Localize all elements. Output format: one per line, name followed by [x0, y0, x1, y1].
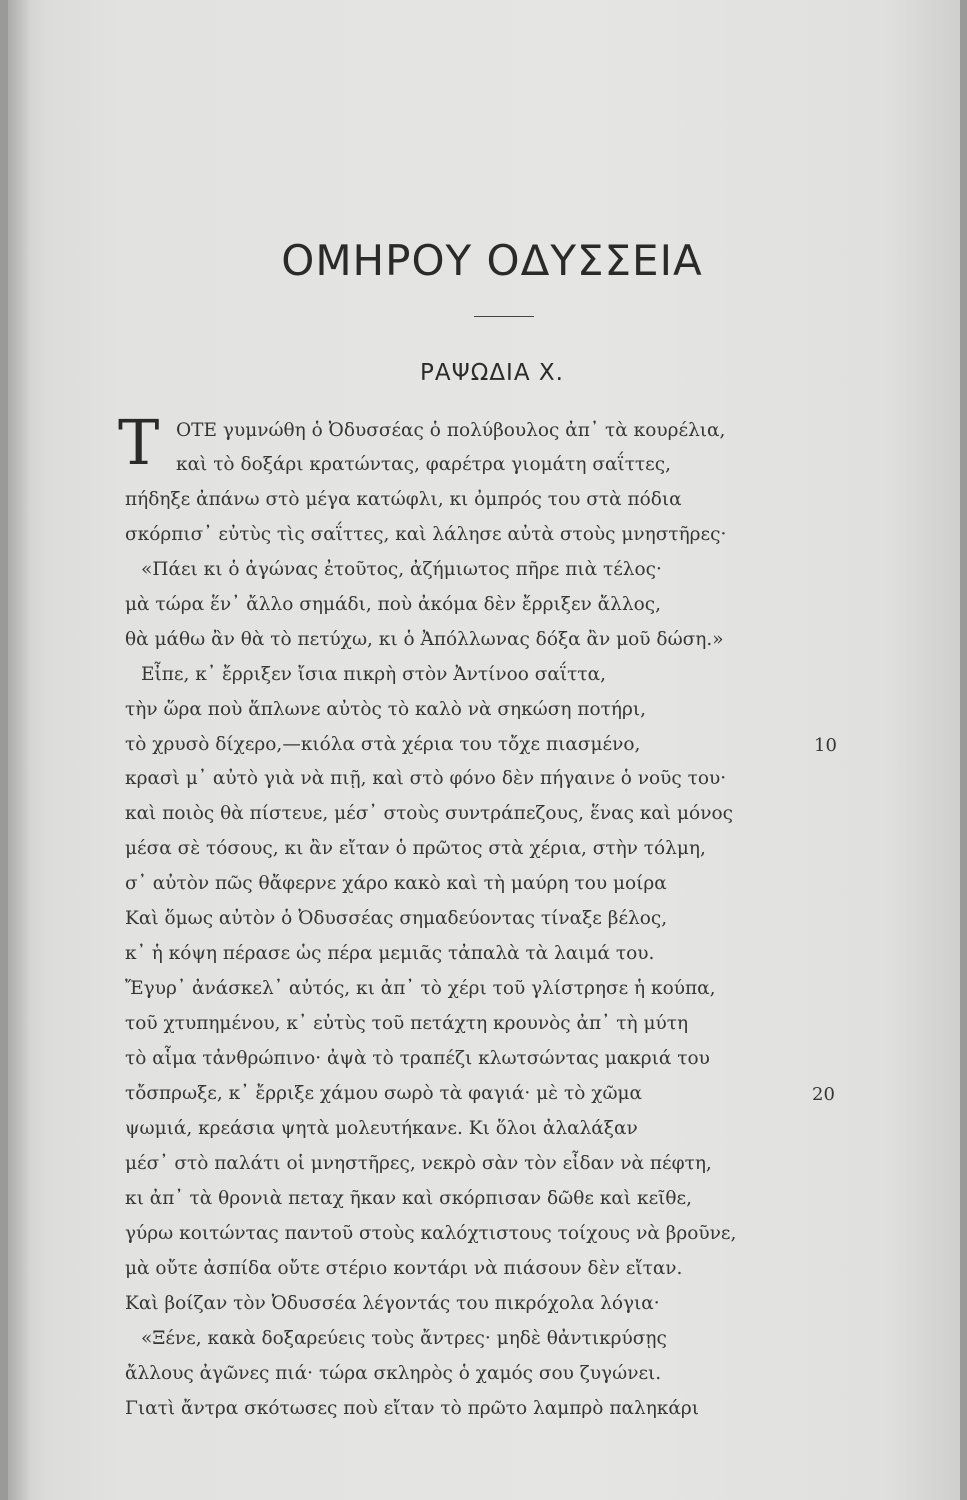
- verse-line: μὰ τώρα ἕν᾽ ἄλλο σημάδι, ποὺ ἀκόμα δὲν ἔρριξεν ἄλλος,: [125, 594, 661, 615]
- verse-line: τὴν ὥρα ποὺ ἅπλωνε αὐτὸς τὸ καλὸ νὰ σηκώση ποτήρι,: [125, 699, 646, 720]
- title-divider: [474, 316, 534, 317]
- verse-line: θὰ μάθω ἂν θὰ τὸ πετύχω, κι ὁ Ἀπόλλωνας δόξα ἂν μοῦ δώση.»: [125, 629, 724, 650]
- verse-line: τὸ αἷμα τἀνθρώπινο· ἀψὰ τὸ τραπέζι κλωτσώντας μακριά του: [125, 1048, 710, 1069]
- verse-line: Εἶπε, κ᾽ ἔρριξεν ἴσια πικρὴ στὸν Ἀντίνοο σαΐττα,: [141, 664, 606, 685]
- verse-line: πήδηξε ἀπάνω στὸ μέγα κατώφλι, κι ὀμπρός του στὰ πόδια: [125, 489, 682, 510]
- line-number: 20: [812, 1084, 835, 1105]
- verse-line: τὄσπρωξε, κ᾽ ἔρριξε χάμου σωρὸ τὰ φαγιά· μὲ τὸ χῶμα: [125, 1083, 643, 1104]
- book-title: ΟΜΗΡΟΥ ΟΔΥΣΣΕΙΑ: [281, 236, 703, 285]
- verse-line: καὶ ποιὸς θὰ πίστευε, μέσ᾽ στοὺς συντράπεζους, ἕνας καὶ μόνος: [125, 803, 733, 824]
- verse-line: Ἔγυρ᾽ ἀνάσκελ᾽ αὐτός, κι ἀπ᾽ τὸ χέρι τοῦ γλίστρησε ἡ κούπα,: [125, 978, 716, 999]
- drop-cap: Τ: [118, 406, 160, 479]
- verse-line: «Ξένε, κακὰ δοξαρεύεις τοὺς ἄντρες· μηδὲ θἀντικρύσῃς: [141, 1328, 667, 1349]
- verse-line: μέσ᾽ στὸ παλάτι οἱ μνηστῆρες, νεκρὸ σὰν τὸν εἶδαν νὰ πέφτη,: [125, 1153, 712, 1174]
- verse-line: Γιατὶ ἄντρα σκότωσες ποὺ εἴταν τὸ πρῶτο λαμπρὸ παληκάρι: [125, 1398, 699, 1419]
- line-number: 10: [814, 735, 837, 756]
- verse-line: κρασὶ μ᾽ αὐτὸ γιὰ νὰ πιῇ, καὶ στὸ φόνο δὲν πήγαινε ὁ νοῦς του·: [125, 768, 727, 789]
- book-page: [8, 0, 960, 1500]
- verse-line: τοῦ χτυπημένου, κ᾽ εὐτὺς τοῦ πετάχτη κρουνὸς ἀπ᾽ τὴ μύτη: [125, 1013, 689, 1034]
- verse-line: μέσα σὲ τόσους, κι ἂν εἴταν ὁ πρῶτος στὰ χέρια, στὴν τόλμη,: [125, 838, 706, 859]
- verse-line: κι ἀπ᾽ τὰ θρονιὰ πεταχ ῆκαν καὶ σκόρπισαν δῶθε καὶ κεῖθε,: [125, 1188, 693, 1209]
- verse-line: κ᾽ ἡ κόψη πέρασε ὡς πέρα μεμιᾶς τἀπαλὰ τὰ λαιμά του.: [125, 943, 655, 964]
- verse-line: τὸ χρυσὸ δίχερο,—κιόλα στὰ χέρια του τὄχε πιασμένο,: [125, 734, 641, 755]
- verse-line: ἄλλους ἀγῶνες πιά· τώρα σκληρὸς ὁ χαμός σου ζυγώνει.: [125, 1363, 662, 1384]
- verse-line: μὰ οὔτε ἀσπίδα οὔτε στέριο κοντάρι νὰ πιάσουν δὲν εἴταν.: [125, 1258, 683, 1279]
- verse-line: «Πάει κι ὁ ἀγώνας ἐτοῦτος, ἀζήμιωτος πῆρε πιὰ τέλος·: [141, 559, 662, 580]
- rhapsody-heading: ΡΑΨΩΔΙΑ Χ.: [420, 360, 564, 386]
- verse-line: σ᾽ αὐτὸν πῶς θἄφερνε χάρο κακὸ καὶ τὴ μαύρη του μοίρα: [125, 873, 667, 894]
- verse-line: ψωμιά, κρεάσια ψητὰ μολευτήκανε. Κι ὅλοι ἀλαλάξαν: [125, 1118, 638, 1139]
- verse-line: γύρω κοιτώντας παντοῦ στοὺς καλόχτιστους τοίχους νὰ βροῦνε,: [125, 1223, 737, 1244]
- verse-line: Καὶ ὅμως αὐτὸν ὁ Ὀδυσσέας σημαδεύοντας τίναξε βέλος,: [125, 908, 668, 929]
- verse-line: ΟΤΕ γυμνώθη ὁ Ὀδυσσέας ὁ πολύβουλος ἀπ᾽ τὰ κουρέλια,: [176, 420, 726, 441]
- verse-line: καὶ τὸ δοξάρι κρατώντας, φαρέτρα γιομάτη σαΐττες,: [176, 454, 671, 475]
- verse-line: Καὶ βοίζαν τὸν Ὀδυσσέα λέγοντάς του πικρόχολα λόγια·: [125, 1293, 660, 1314]
- verse-line: σκόρπισ᾽ εὐτὺς τὶς σαΐττες, καὶ λάλησε αὐτὰ στοὺς μνηστῆρες·: [125, 524, 727, 545]
